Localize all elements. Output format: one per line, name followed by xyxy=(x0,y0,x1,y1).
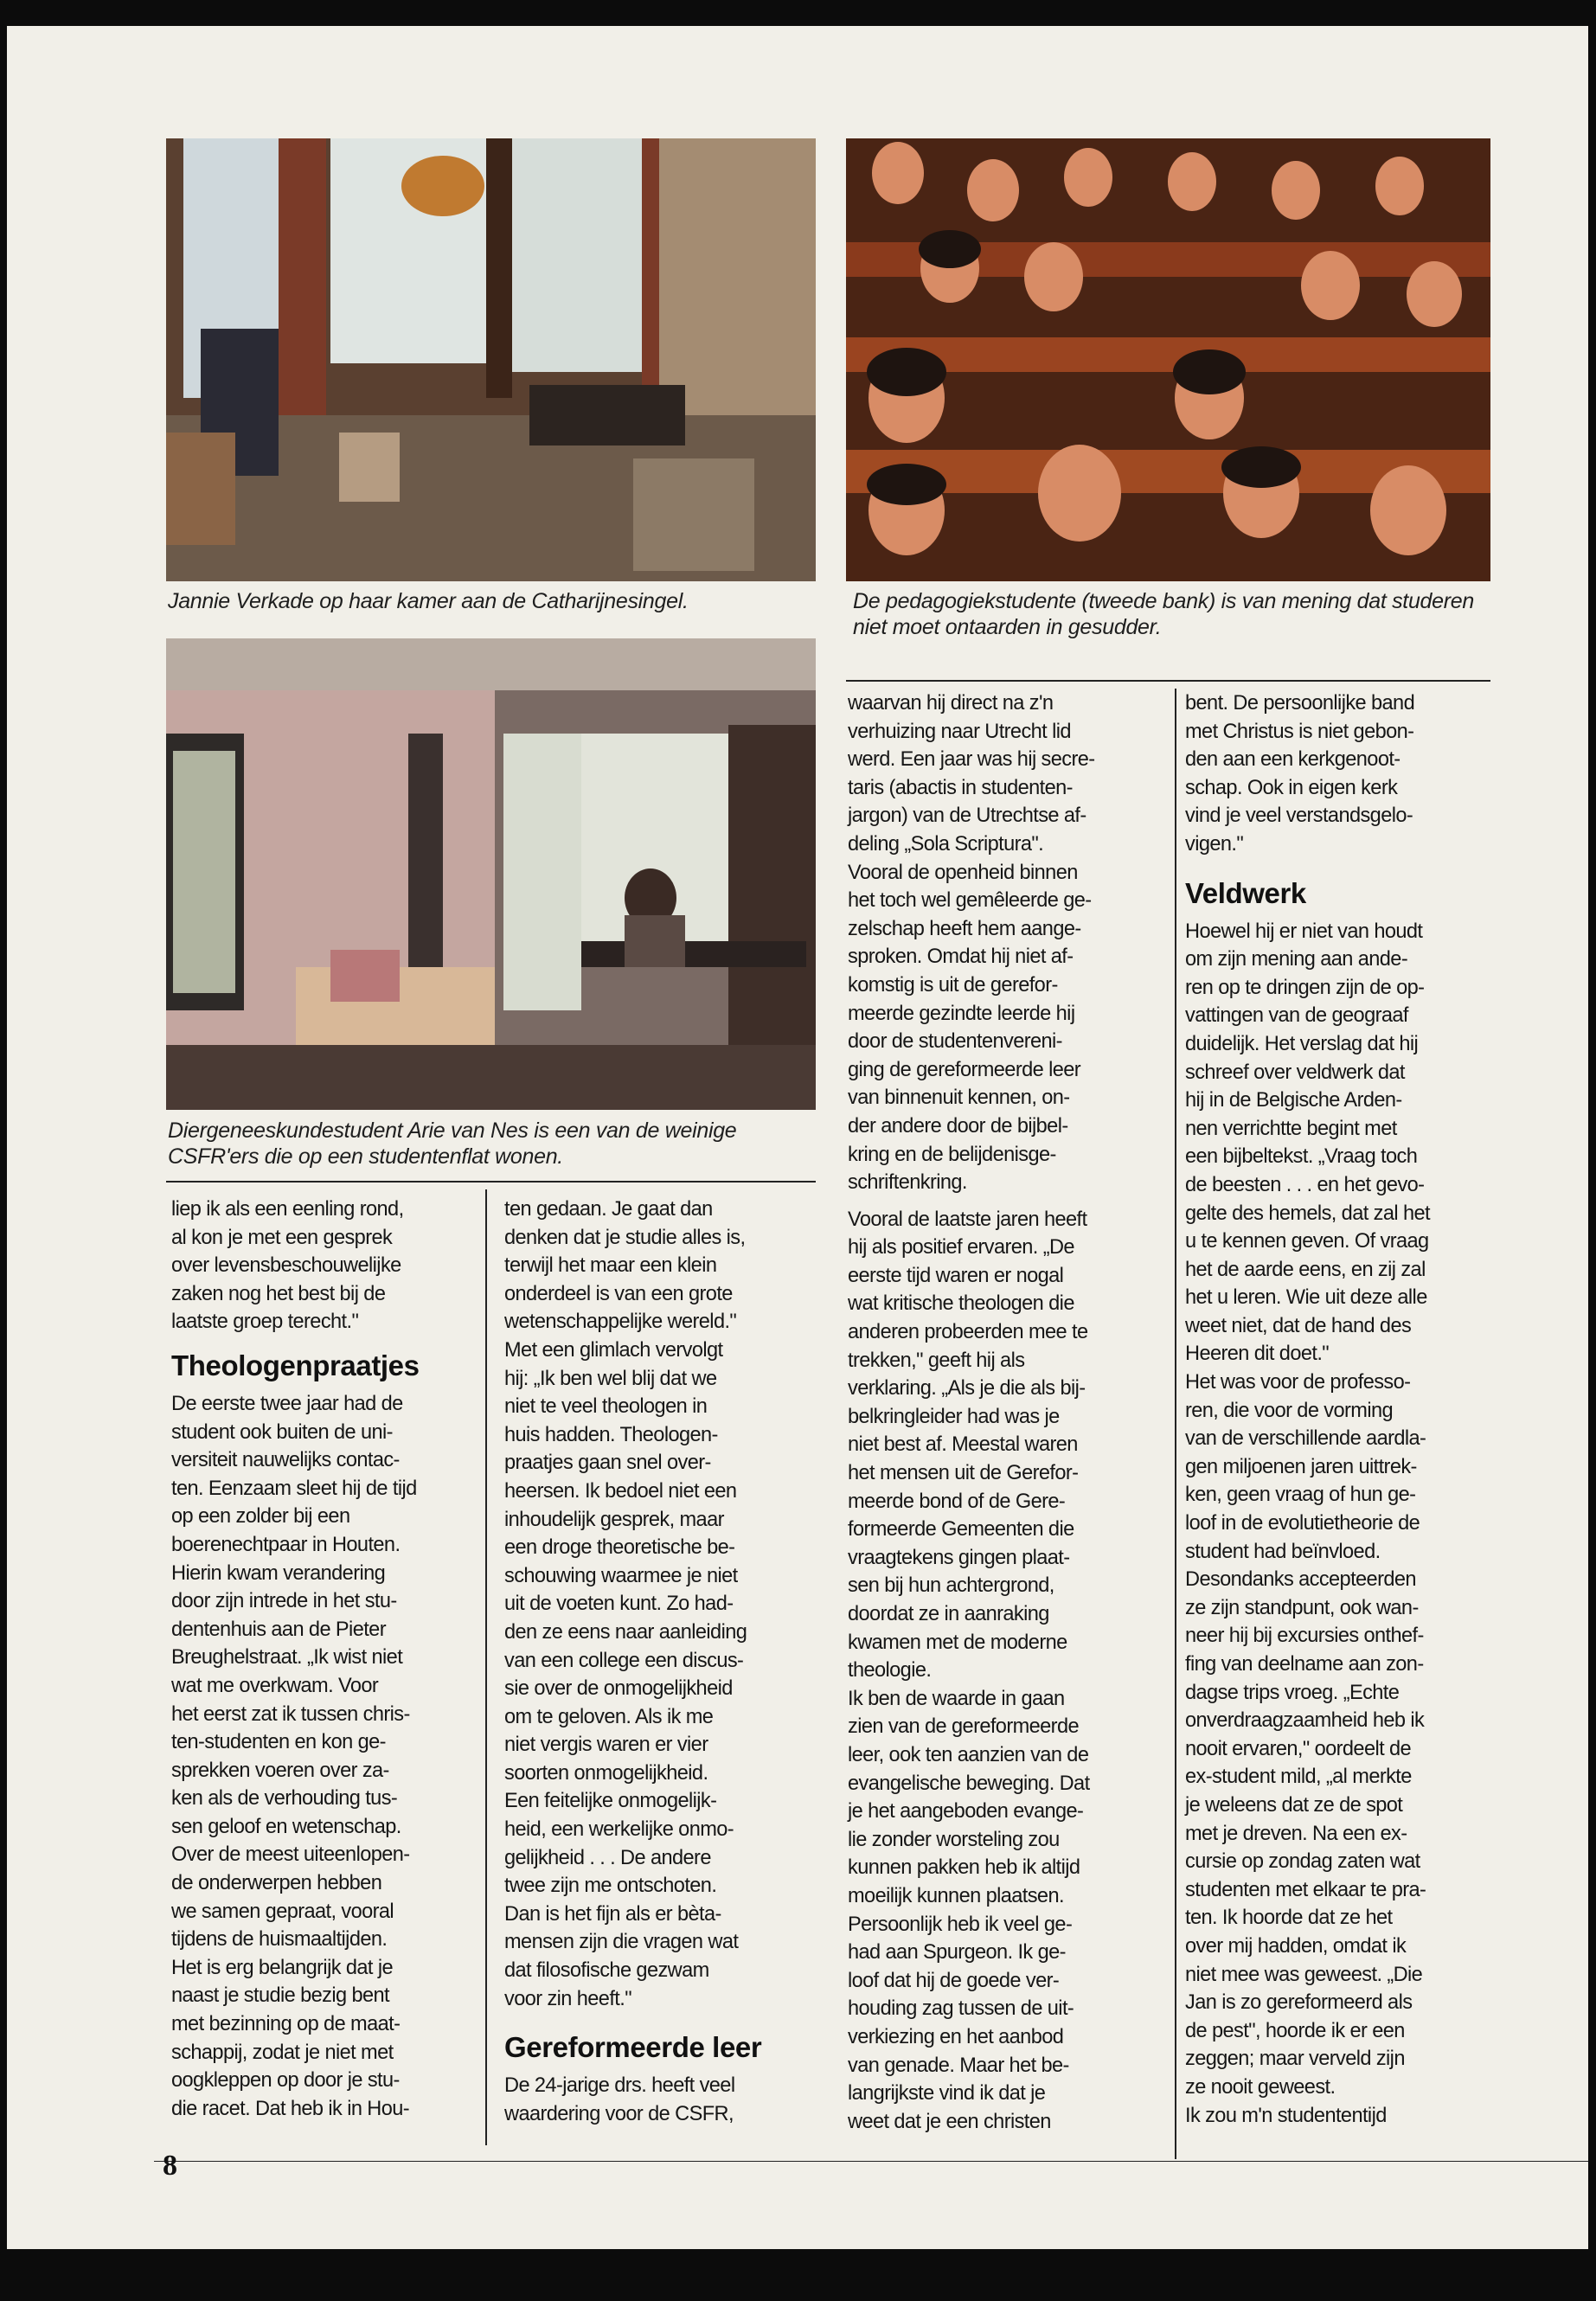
text-line: loof in de evolutietheorie de xyxy=(1185,1512,1420,1535)
text-line: sen geloof en wetenschap. xyxy=(171,1815,401,1838)
text-line: Hierin kwam verandering xyxy=(171,1561,386,1585)
text-line: die racet. Dat heb ik in Hou- xyxy=(171,2097,410,2120)
text-line: niet te veel theologen in xyxy=(504,1395,708,1419)
text-line: u te kennen geven. Of vraag xyxy=(1185,1230,1429,1253)
text-line: Ik ben de waarde in gaan xyxy=(848,1687,1065,1710)
text-line: der andere door de bijbel- xyxy=(848,1114,1068,1138)
text-line: bent. De persoonlijke band xyxy=(1185,692,1415,715)
text-line: om zijn mening aan ande- xyxy=(1185,948,1408,971)
text-line: hij als positief ervaren. „De xyxy=(848,1236,1074,1259)
text-line: weet niet, dat de hand des xyxy=(1185,1314,1412,1337)
text-line: zelschap heeft hem aange- xyxy=(848,917,1081,940)
text-line: wat me overkwam. Voor xyxy=(171,1674,379,1697)
text-line: Een feitelijke onmogelijk- xyxy=(504,1790,717,1813)
text-line: student ook buiten de uni- xyxy=(171,1420,393,1444)
text-line: sen bij hun achtergrond, xyxy=(848,1574,1054,1598)
text-line: een droge theoretische be- xyxy=(504,1536,735,1560)
text-line: De eerste twee jaar had de xyxy=(171,1392,403,1415)
text-line: duidelijk. Het verslag dat hij xyxy=(1185,1032,1419,1055)
text-line: ten. Ik hoorde dat ze het xyxy=(1185,1907,1393,1930)
text-line: je weleens dat ze de spot xyxy=(1185,1793,1403,1817)
text-line: van een college een discus- xyxy=(504,1649,744,1672)
text-line: Persoonlijk heb ik veel ge- xyxy=(848,1913,1073,1936)
text-line: komstig is uit de gerefor- xyxy=(848,973,1058,997)
column-4 xyxy=(1185,689,1497,2130)
text-line: langrijkste vind ik dat je xyxy=(848,2082,1046,2106)
photo-lecture-hall xyxy=(846,138,1490,581)
text-line: Jan is zo gereformeerd als xyxy=(1185,1991,1413,2015)
text-line: hij in de Belgische Arden- xyxy=(1185,1089,1402,1112)
col3-paragraph-1 xyxy=(848,689,1168,1197)
heading-theologenpraatjes: Theologenpraatjes xyxy=(171,1349,420,1381)
text-line: huis hadden. Theologen- xyxy=(504,1423,718,1446)
magazine-page xyxy=(7,26,1588,2249)
text-line: voor zin heeft." xyxy=(504,1987,631,2010)
text-line: formeerde Gemeenten die xyxy=(848,1518,1074,1541)
text-line: uit de voeten kunt. Zo had- xyxy=(504,1593,734,1616)
text-line: al kon je met een gesprek xyxy=(171,1226,393,1249)
photo-room-catharijnesingel xyxy=(166,138,816,581)
caption-photo3: Diergeneeskundestudent Arie van Nes is een van de weinige CSFR'ers die op een studentenflat wonen. xyxy=(168,1118,737,1169)
text-line: vraagtekens gingen plaat- xyxy=(848,1546,1070,1569)
text-line: niet mee was geweest. „Die xyxy=(1185,1963,1423,1986)
text-line: schriftenkring. xyxy=(848,1171,967,1195)
page-number: 8 xyxy=(163,2150,177,2182)
text-line: ten. Eenzaam sleet hij de tijd xyxy=(171,1477,417,1500)
text-line: heid, een werkelijke onmo- xyxy=(504,1818,734,1842)
text-line: kring en de belijdenisge- xyxy=(848,1143,1056,1166)
text-line: ze nooit geweest. xyxy=(1185,2075,1336,2099)
text-line: zien van de gereformeerde xyxy=(848,1715,1079,1739)
text-line: sproken. Omdat hij niet af- xyxy=(848,945,1074,969)
text-line: neer hij bij excursies onthef- xyxy=(1185,1625,1424,1648)
text-line: belkringleider had was je xyxy=(848,1405,1060,1428)
text-line: mensen zijn die vragen wat xyxy=(504,1931,739,1954)
text-line: Dan is het fijn als er bèta- xyxy=(504,1902,721,1926)
text-line: gelijkheid . . . De andere xyxy=(504,1846,711,1869)
text-line: vind je veel verstandsgelo- xyxy=(1185,804,1413,828)
text-line: ze zijn standpunt, ook wan- xyxy=(1185,1596,1419,1619)
text-line: eerste tijd waren er nogal xyxy=(848,1264,1064,1287)
rule-bottom xyxy=(154,2161,1588,2162)
text-line: twee zijn me ontschoten. xyxy=(504,1875,717,1898)
text-line: kwamen met de moderne xyxy=(848,1631,1067,1654)
text-line: Het is erg belangrijk dat je xyxy=(171,1956,393,1979)
col3-paragraph-2 xyxy=(848,1206,1168,2137)
text-line: wetenschappelijke wereld." xyxy=(504,1311,737,1334)
text-line: oogkleppen op door je stu- xyxy=(171,2069,400,2093)
text-line: onverdraagzaamheid heb ik xyxy=(1185,1709,1425,1733)
text-line: jargon) van de Utrechtse af- xyxy=(848,804,1086,828)
text-line: leer, ook ten aanzien van de xyxy=(848,1743,1089,1766)
text-line: trekken," geeft hij als xyxy=(848,1349,1025,1372)
text-line: ging de gereformeerde leer xyxy=(848,1058,1081,1081)
text-line: naast je studie bezig bent xyxy=(171,1984,389,2008)
text-line: student had beïnvloed. xyxy=(1185,1540,1381,1563)
text-line: houding zag tussen de uit- xyxy=(848,1997,1074,2021)
text-line: met je dreven. Na een ex- xyxy=(1185,1822,1407,1845)
text-line: door de studentenvereni- xyxy=(848,1030,1062,1054)
text-line: schreef over veldwerk dat xyxy=(1185,1061,1405,1084)
text-line: Vooral de openheid binnen xyxy=(848,861,1078,884)
col2-tail xyxy=(504,2072,816,2128)
col4-paragraph-1 xyxy=(1185,689,1497,859)
text-line: den ze eens naar aanleiding xyxy=(504,1620,747,1644)
col4-body xyxy=(1185,918,1497,2131)
caption-photo2: De pedagogiekstudente (tweede bank) is van mening dat studeren niet moet ontaarden in gesudder. xyxy=(853,589,1474,639)
text-line: taris (abactis in studenten- xyxy=(848,776,1073,799)
heading-veldwerk: Veldwerk xyxy=(1185,876,1306,909)
text-line: studenten met elkaar te pra- xyxy=(1185,1878,1426,1901)
text-line: over levensbeschouwelijke xyxy=(171,1254,401,1278)
text-line: evangelische beweging. Dat xyxy=(848,1772,1090,1795)
text-line: hij: „Ik ben wel blij dat we xyxy=(504,1367,717,1390)
text-line: dagse trips vroeg. „Echte xyxy=(1185,1681,1400,1704)
text-line: gen miljoenen jaren uittrek- xyxy=(1185,1455,1417,1478)
text-line: ex-student mild, „al merkte xyxy=(1185,1766,1412,1789)
text-line: denken dat je studie alles is, xyxy=(504,1226,746,1249)
text-line: de onderwerpen hebben xyxy=(171,1872,382,1895)
text-line: anderen probeerden mee te xyxy=(848,1321,1088,1344)
text-line: fing van deelname aan zon- xyxy=(1185,1653,1424,1676)
text-line: de pest", hoorde ik er een xyxy=(1185,2019,1405,2042)
text-line: verhuizing naar Utrecht lid xyxy=(848,720,1071,743)
vrule-right xyxy=(1175,689,1176,2159)
text-line: liep ik als een eenling rond, xyxy=(171,1198,404,1221)
text-line: van binnenuit kennen, on- xyxy=(848,1086,1070,1110)
rule-right-top xyxy=(846,680,1490,682)
text-line: praatjes gaan snel over- xyxy=(504,1452,711,1475)
text-line: het toch wel gemêleerde ge- xyxy=(848,889,1092,913)
text-line: wat kritische theologen die xyxy=(848,1292,1074,1316)
rule-left-bottom xyxy=(166,1181,816,1183)
text-line: ten gedaan. Je gaat dan xyxy=(504,1198,713,1221)
text-line: het eerst zat ik tussen chris- xyxy=(171,1702,410,1726)
text-line: tijdens de huismaaltijden. xyxy=(171,1928,388,1952)
text-line: onderdeel is van een grote xyxy=(504,1282,733,1305)
text-line: zeggen; maar verveld zijn xyxy=(1185,2048,1405,2071)
text-line: Breughelstraat. „Ik wist niet xyxy=(171,1646,403,1670)
text-line: ken als de verhouding tus- xyxy=(171,1787,398,1811)
text-line: meerde bond of de Gere- xyxy=(848,1490,1066,1513)
text-line: dat filosofische gezwam xyxy=(504,1959,709,1983)
text-line: terwijl het maar een klein xyxy=(504,1254,717,1278)
text-line: moeilijk kunnen plaatsen. xyxy=(848,1884,1064,1907)
caption-photo1: Jannie Verkade op haar kamer aan de Catharijnesingel. xyxy=(168,589,689,613)
text-line: het u leren. Wie uit deze alle xyxy=(1185,1286,1427,1310)
column-1 xyxy=(171,1195,478,2123)
text-line: cursie op zondag zaten wat xyxy=(1185,1850,1420,1874)
text-line: een bijbeltekst. „Vraag toch xyxy=(1185,1145,1418,1169)
text-line: Heeren dit doet." xyxy=(1185,1343,1330,1366)
column-3 xyxy=(848,689,1168,2136)
text-line: weet dat je een christen xyxy=(848,2110,1051,2133)
text-line: versiteit nauwelijks contac- xyxy=(171,1449,400,1472)
text-line: ten-studenten en kon ge- xyxy=(171,1731,386,1754)
text-line: om te geloven. Als ik me xyxy=(504,1705,714,1728)
text-line: schap. Ook in eigen kerk xyxy=(1185,776,1398,799)
text-line: niet best af. Meestal waren xyxy=(848,1433,1078,1457)
text-line: ren op te dringen zijn de op- xyxy=(1185,976,1425,999)
text-line: vattingen van de geograaf xyxy=(1185,1004,1408,1028)
text-line: kunnen pakken heb ik altijd xyxy=(848,1856,1080,1880)
text-line: Over de meest uiteenlopen- xyxy=(171,1843,410,1867)
text-line: soorten onmogelijkheid. xyxy=(504,1761,708,1785)
text-line: niet vergis waren er vier xyxy=(504,1734,708,1757)
text-line: op een zolder bij een xyxy=(171,1505,350,1529)
column-2 xyxy=(504,1195,816,2128)
text-line: had aan Spurgeon. Ik ge- xyxy=(848,1941,1066,1965)
text-line: theologie. xyxy=(848,1659,932,1682)
text-line: Desondanks accepteerden xyxy=(1185,1568,1416,1592)
text-line: de beesten . . . en het gevo- xyxy=(1185,1173,1425,1196)
text-line: Het was voor de professo- xyxy=(1185,1371,1411,1394)
photo-student-flat xyxy=(166,638,816,1110)
text-line: verklaring. „Als je die als bij- xyxy=(848,1377,1086,1400)
text-line: ken, geen vraag of hun ge- xyxy=(1185,1484,1416,1507)
text-line: boerenechtpaar in Houten. xyxy=(171,1533,401,1556)
text-line: loof dat hij de goede ver- xyxy=(848,1969,1060,1992)
text-line: door zijn intrede in het stu- xyxy=(171,1590,397,1613)
text-line: nen verrichtte begint met xyxy=(1185,1117,1397,1140)
vrule-left xyxy=(485,1189,487,2145)
text-line: over mij hadden, omdat ik xyxy=(1185,1934,1407,1958)
text-line: meerde gezindte leerde hij xyxy=(848,1002,1075,1025)
text-line: lie zonder worsteling zou xyxy=(848,1828,1060,1851)
text-line: schappij, zodat je niet met xyxy=(171,2041,394,2064)
text-line: vigen." xyxy=(1185,832,1244,856)
text-line: Vooral de laatste jaren heeft xyxy=(848,1208,1087,1231)
text-line: het mensen uit de Gerefor- xyxy=(848,1462,1079,1485)
text-line: sprekken voeren over za- xyxy=(171,1759,389,1782)
text-line: van de verschillende aardla- xyxy=(1185,1427,1426,1451)
text-line: heersen. Ik bedoel niet een xyxy=(504,1479,737,1503)
text-line: doordat ze in aanraking xyxy=(848,1603,1049,1625)
col1-intro xyxy=(171,1195,478,1336)
text-line: waardering voor de CSFR, xyxy=(504,2102,734,2125)
text-line: werd. Een jaar was hij secre- xyxy=(848,748,1095,772)
text-line: den aan een kerkgenoot- xyxy=(1185,748,1401,772)
text-line: laatste groep terecht." xyxy=(171,1311,359,1334)
col2-body xyxy=(504,1195,816,2013)
text-line: Met een glimlach vervolgt xyxy=(504,1338,723,1362)
col1-body xyxy=(171,1390,478,2123)
text-line: dentenhuis aan de Pieter xyxy=(171,1618,386,1641)
text-line: van genade. Maar het be- xyxy=(848,2054,1069,2077)
text-line: inhoudelijk gesprek, maar xyxy=(504,1508,724,1531)
heading-gereformeerde-leer: Gereformeerde leer xyxy=(504,2031,762,2064)
text-line: Hoewel hij er niet van houdt xyxy=(1185,920,1423,943)
text-line: je het aangeboden evange- xyxy=(848,1800,1084,1823)
text-line: het de aarde eens, en zij zal xyxy=(1185,1258,1426,1281)
text-line: schouwing waarmee je niet xyxy=(504,1564,738,1587)
text-line: deling „Sola Scriptura". xyxy=(848,832,1044,856)
text-line: ren, die voor de vorming xyxy=(1185,1399,1394,1422)
text-line: met bezinning op de maat- xyxy=(171,2013,401,2036)
text-line: verkiezing en het aanbod xyxy=(848,2025,1064,2048)
text-line: met Christus is niet gebon- xyxy=(1185,720,1414,743)
text-line: De 24-jarige drs. heeft veel xyxy=(504,2074,735,2098)
text-line: sie over de onmogelijkheid xyxy=(504,1677,733,1701)
text-line: waarvan hij direct na z'n xyxy=(848,692,1054,715)
text-line: zaken nog het best bij de xyxy=(171,1282,386,1305)
text-line: nooit ervaren," oordeelt de xyxy=(1185,1737,1412,1760)
text-line: Ik zou m'n studententijd xyxy=(1185,2104,1387,2127)
text-line: gelte des hemels, dat zal het xyxy=(1185,1202,1430,1225)
text-line: we samen gepraat, vooral xyxy=(171,1900,394,1923)
